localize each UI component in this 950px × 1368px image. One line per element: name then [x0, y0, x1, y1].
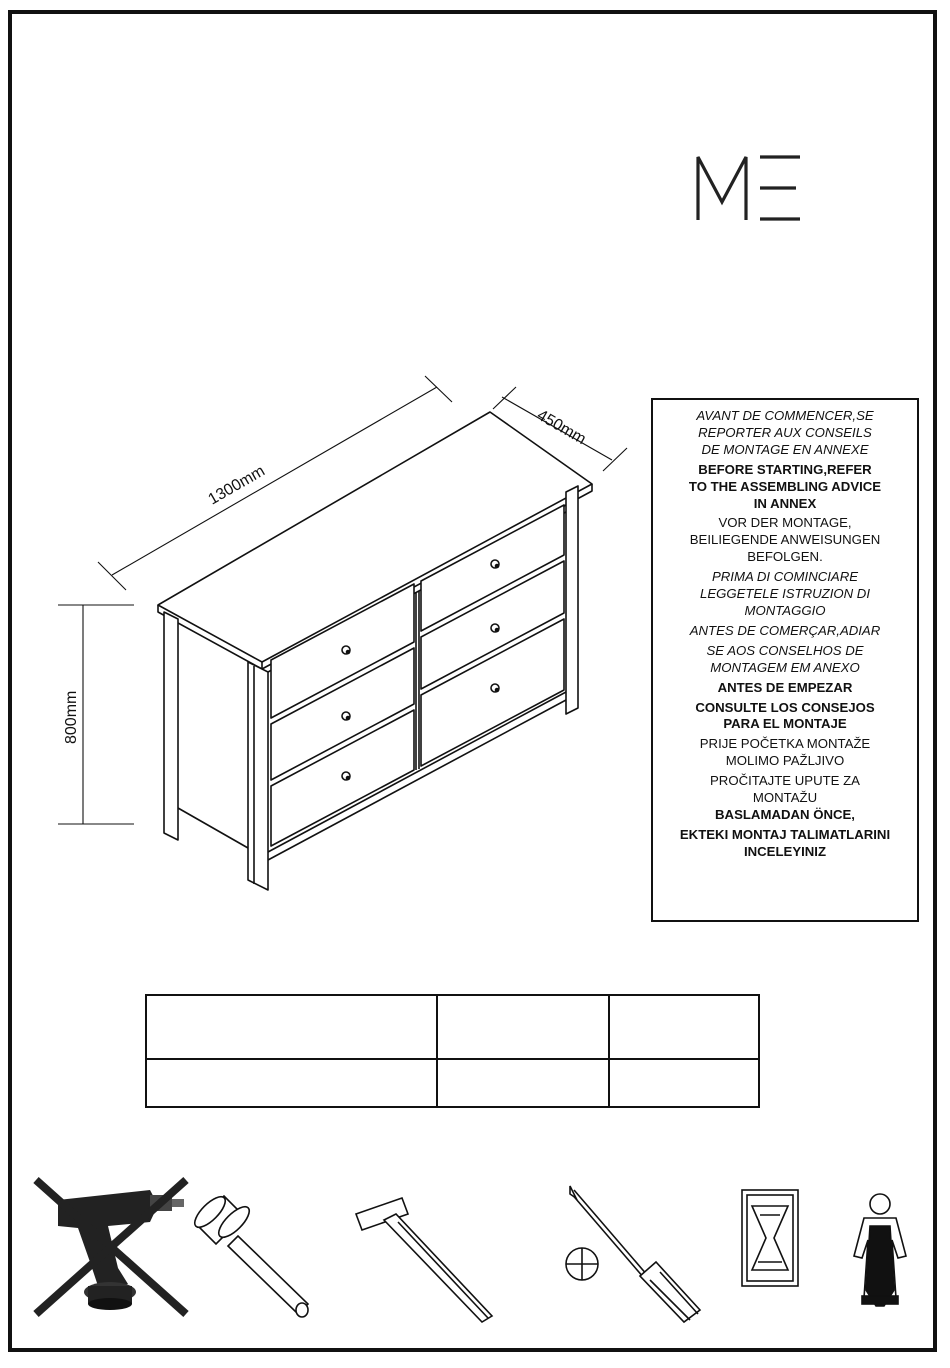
notice-line: BASLAMADAN ÖNCE, [715, 806, 855, 822]
width-dimension-label: 1300mm [205, 462, 268, 509]
notice-line: MOLIMO PAŽLJIVO [725, 753, 845, 769]
notice-line: MONTAŽU [752, 790, 818, 806]
notice-line: PRIMA DI COMINCIARE [711, 569, 859, 585]
notice-line: ANTES DE EMPEZAR [717, 679, 853, 695]
notice-line: BEFOLGEN. [747, 549, 823, 565]
table-cell [437, 1059, 609, 1107]
worker-icon [854, 1194, 906, 1306]
tools-illustration [20, 1170, 930, 1340]
assembly-notice-box [651, 398, 919, 922]
me-logo-icon [693, 152, 805, 224]
notice-line: IN ANNEX [753, 495, 817, 511]
phillips-cross-icon [566, 1248, 598, 1280]
brand-logo [693, 152, 805, 224]
notice-line: CONSULTE LOS CONSEJOS [695, 699, 875, 715]
depth-dimension-label: 450mm [534, 406, 589, 449]
rubber-mallet-icon [190, 1192, 308, 1317]
notice-line: ANTES DE COMERÇAR,ADIAR [689, 622, 881, 638]
dresser-illustration [50, 365, 640, 905]
height-dimension-label: 800mm [63, 690, 80, 744]
notice-line: DE MONTAGE EN ANNEXE [701, 441, 869, 457]
notice-line: BEFORE STARTING,REFER [698, 461, 872, 477]
table-cell [437, 995, 609, 1059]
tools-row [20, 1170, 930, 1340]
notice-line: EKTEKI MONTAJ TALIMATLARINI [679, 826, 891, 842]
table-cell [609, 1059, 759, 1107]
hourglass-icon [742, 1190, 798, 1286]
table-cell [146, 1059, 437, 1107]
notice-line: PRIJE POČETKA MONTAŽE [699, 736, 871, 752]
notice-line: REPORTER AUX CONSEILS [698, 424, 872, 440]
notice-line: INCELEYINIZ [743, 843, 827, 859]
product-info-table [145, 994, 760, 1108]
notice-line: TO THE ASSEMBLING ADVICE [688, 478, 882, 494]
notice-line: AVANT DE COMMENCER,SE [696, 408, 874, 423]
notice-line: VOR DER MONTAGE, [718, 515, 852, 531]
notice-line: PROČITAJTE UPUTE ZA [710, 773, 860, 789]
table-cell [146, 995, 437, 1059]
notice-line: MONTAGGIO [744, 602, 826, 618]
hammer-icon [356, 1198, 492, 1322]
notice-line: LEGGETELE ISTRUZION DI [699, 586, 870, 602]
notice-line: MONTAGEM EM ANEXO [710, 659, 860, 675]
notice-line: BEILIEGENDE ANWEISUNGEN [689, 532, 881, 548]
table-cell [609, 995, 759, 1059]
notice-line: PARA EL MONTAJE [723, 716, 847, 732]
dresser-drawing [50, 365, 640, 905]
notice-line: SE AOS CONSELHOS DE [706, 642, 864, 658]
